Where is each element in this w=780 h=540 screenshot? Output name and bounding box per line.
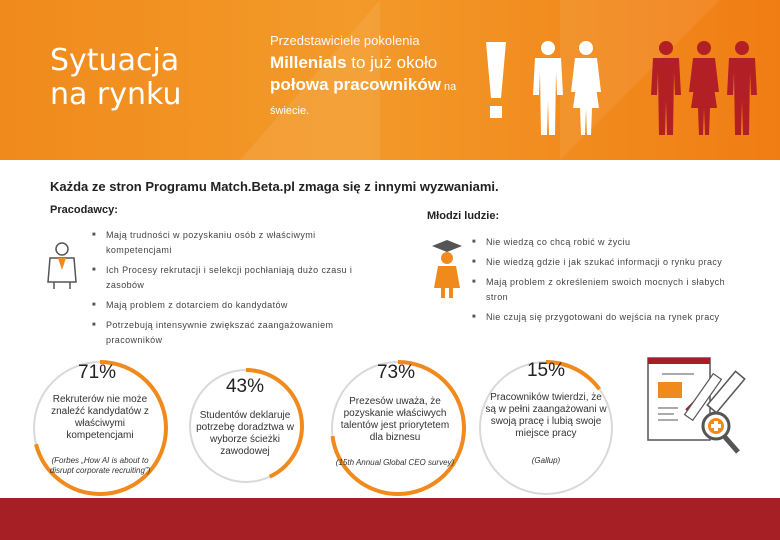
list-item: ■ Mają trudności w pozyskaniu osób z właściwymi kompetencjami — [92, 228, 382, 258]
stat-block-0 — [40, 362, 160, 476]
stat-text: Pracowników twierdzi, że są w pełni zaangażowani w swoją pracę i lubią swoje miejsce pracy — [485, 392, 607, 439]
stat-block-2 — [335, 362, 455, 468]
stat-value: 71% — [78, 362, 117, 383]
stat-value: 43% — [225, 376, 265, 397]
list-item: ■ Nie wiedzą gdzie i jak szukać informacji o rynku pracy — [472, 255, 742, 270]
list-item: ■ Nie czują się przygotowani do wejścia na rynek pracy — [472, 310, 742, 325]
stat-value: 73% — [376, 362, 415, 383]
employers-label: Pracodawcy: — [50, 204, 118, 216]
graduate-icon — [430, 238, 464, 300]
stat-block-1 — [190, 376, 300, 458]
white-man-figure-icon — [530, 40, 566, 140]
banner-subtitle: Przedstawiciele pokolenia — [270, 33, 420, 48]
header-banner — [0, 0, 780, 160]
footer-band — [0, 498, 780, 540]
youth-list — [472, 235, 742, 330]
white-woman-figure-icon — [568, 40, 604, 140]
banner-mid: to już około — [346, 53, 438, 72]
banner-statement — [270, 52, 470, 122]
employer-icon — [44, 242, 80, 290]
red-man-figure-icon — [648, 40, 684, 140]
red-man-figure-icon-2 — [724, 40, 760, 140]
stat-value: 15% — [526, 360, 566, 381]
employers-list — [92, 228, 382, 353]
banner-small: na świecie. — [270, 81, 457, 117]
section-heading: Każda ze stron Programu Match.Beta.pl zmaga się z innymi wyzwaniami. — [50, 179, 499, 194]
stat-block-3 — [484, 360, 608, 466]
list-item: ■ Ich Procesy rekrutacji i selekcji pochłaniają dużo czasu i zasobów — [92, 263, 382, 293]
analytics-illustration-icon — [638, 352, 764, 462]
youth-label: Młodzi ludzie: — [427, 210, 500, 222]
page-title: Sytuacja na rynku — [50, 43, 182, 112]
stat-source: (Gallup) — [531, 456, 561, 465]
stat-text: Studentów deklaruje potrzebę doradztwa w wyborze ścieżki zawodowej — [196, 410, 294, 457]
list-item: ■ Nie wiedzą co chcą robić w życiu — [472, 235, 742, 250]
stat-text: Prezesów uważa, że pozyskanie właściwych talentów jest priorytetem dla biznesu — [340, 396, 450, 443]
exclamation-icon — [485, 42, 507, 122]
red-woman-figure-icon — [686, 40, 722, 140]
list-item: ■ Mają problem z dotarciem do kandydatów — [92, 298, 382, 313]
list-item: ■ Potrzebują intensywnie zwiększać zaangażowaniem pracowników — [92, 318, 382, 348]
stat-text: Rekruterów nie może znaleźć kandydatów z właściwymi kompetencjami — [51, 394, 149, 441]
stat-source: (Forbes „How AI is about to disrupt corporate recruiting”) — [49, 456, 151, 475]
banner-bold-1: Millenials — [270, 53, 347, 72]
list-item: ■ Mają problem z określeniem swoich mocnych i słabych stron — [472, 275, 742, 305]
banner-bold-2: połowa pracowników — [270, 75, 441, 94]
stat-source: (15th Annual Global CEO survey) — [335, 458, 455, 467]
